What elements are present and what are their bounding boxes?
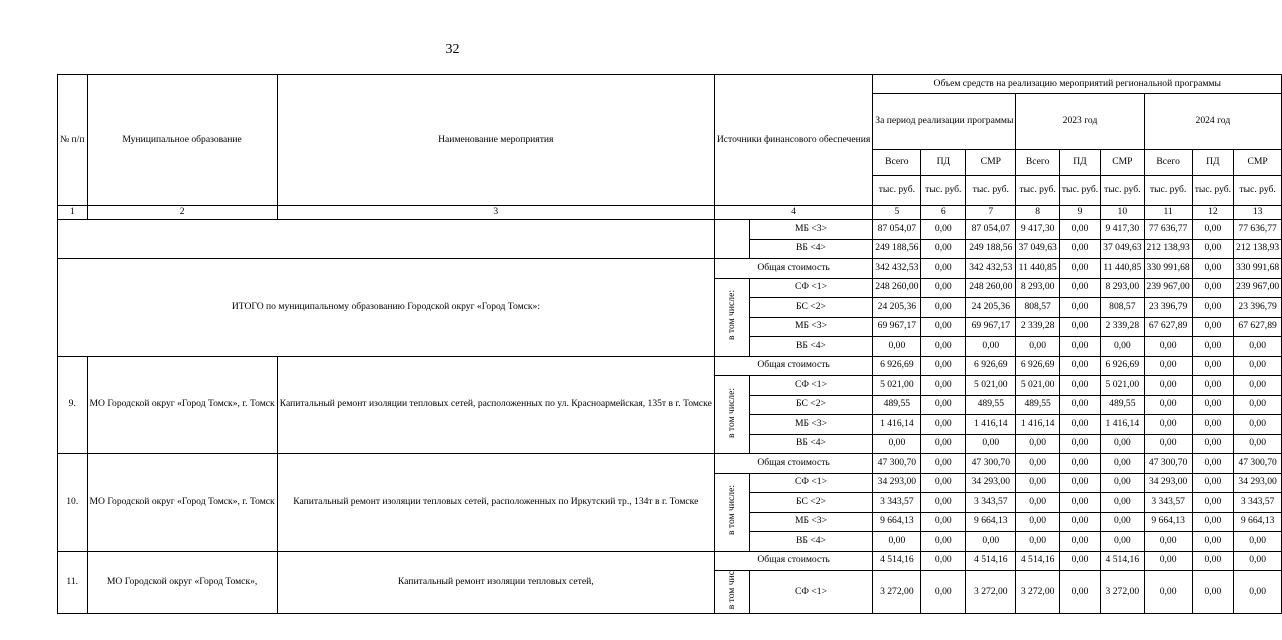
value-cell: 0,00 (1059, 356, 1100, 376)
value-cell: 0,00 (966, 532, 1016, 552)
value-cell: 3 343,57 (1144, 493, 1192, 513)
item-municipality: МО Городской округ «Город Томск», г. Томск (87, 454, 277, 552)
source-label: МБ <3> (749, 220, 873, 240)
header-period-2024: 2024 год (1144, 94, 1282, 150)
value-cell: 0,00 (1059, 532, 1100, 552)
header-no: № п/п (58, 75, 88, 206)
header-col-label: ПД (1192, 150, 1233, 176)
in-that-text: в том числе: (725, 290, 737, 341)
source-label: СФ <1> (749, 473, 873, 493)
value-cell: 0,00 (921, 220, 966, 240)
program-funding-table (57, 74, 1282, 614)
item-event: Капитальный ремонт изоляции тепловых сетей, расположенных по ул. Красноармейская, 135т в г. Томске (277, 356, 714, 454)
value-cell: 0,00 (1192, 239, 1233, 259)
value-cell: 0,00 (873, 337, 921, 357)
value-cell: 0,00 (1144, 337, 1192, 357)
header-col-number: 13 (1234, 206, 1282, 220)
value-cell: 0,00 (1192, 434, 1233, 454)
value-cell: 0,00 (921, 259, 966, 279)
value-cell: 0,00 (1234, 337, 1282, 357)
value-cell: 0,00 (1234, 395, 1282, 415)
value-cell: 0,00 (921, 395, 966, 415)
source-label: ВБ <4> (749, 434, 873, 454)
value-cell: 0,00 (1192, 220, 1233, 240)
value-cell: 489,55 (966, 395, 1016, 415)
header-col-number: 9 (1059, 206, 1100, 220)
value-cell: 87 054,07 (873, 220, 921, 240)
item-event: Капитальный ремонт изоляции тепловых сетей, (277, 551, 714, 614)
value-cell: 0,00 (921, 512, 966, 532)
header-col-label: ПД (921, 150, 966, 176)
value-cell: 0,00 (921, 376, 966, 396)
value-cell: 0,00 (921, 473, 966, 493)
value-cell: 0,00 (1192, 473, 1233, 493)
value-cell: 23 396,79 (1234, 298, 1282, 318)
value-cell: 4 514,16 (1101, 551, 1144, 571)
value-cell: 0,00 (1234, 571, 1282, 614)
value-cell: 1 416,14 (1101, 415, 1144, 435)
item-number: 11. (58, 551, 88, 614)
value-cell: 0,00 (921, 532, 966, 552)
value-cell: 0,00 (1192, 278, 1233, 298)
value-cell: 0,00 (1016, 434, 1059, 454)
value-cell: 0,00 (921, 337, 966, 357)
source-label: БС <2> (749, 493, 873, 513)
value-cell: 0,00 (1192, 571, 1233, 614)
in-that-text: в том чис (725, 571, 737, 610)
value-cell: 0,00 (921, 239, 966, 259)
in-that-label (714, 376, 749, 454)
page-number: 32 (445, 42, 460, 57)
header-unit: тыс. руб. (873, 176, 921, 206)
value-cell: 248 260,00 (966, 278, 1016, 298)
value-cell: 0,00 (1192, 532, 1233, 552)
value-cell: 0,00 (1059, 317, 1100, 337)
header-volume: Объем средств на реализацию мероприятий региональной программы (873, 75, 1282, 94)
header-unit: тыс. руб. (1016, 176, 1059, 206)
header-sources: Источники финансового обеспечения (714, 75, 872, 206)
value-cell: 0,00 (1059, 571, 1100, 614)
value-cell: 9 664,13 (966, 512, 1016, 532)
value-cell: 0,00 (1192, 512, 1233, 532)
header-col-number: 6 (921, 206, 966, 220)
value-cell: 239 967,00 (1144, 278, 1192, 298)
value-cell: 330 991,68 (1234, 259, 1282, 279)
value-cell: 67 627,89 (1144, 317, 1192, 337)
value-cell: 0,00 (1101, 337, 1144, 357)
header-col-number: 12 (1192, 206, 1233, 220)
value-cell: 0,00 (1101, 454, 1144, 474)
value-cell: 77 636,77 (1234, 220, 1282, 240)
header-col-label: СМР (966, 150, 1016, 176)
value-cell: 87 054,07 (966, 220, 1016, 240)
value-cell: 3 343,57 (873, 493, 921, 513)
in-that-text: в том числе: (725, 387, 737, 438)
value-cell: 0,00 (1059, 395, 1100, 415)
value-cell: 47 300,70 (1234, 454, 1282, 474)
value-cell: 0,00 (1144, 356, 1192, 376)
in-that-text: в том числе: (725, 485, 737, 536)
value-cell: 0,00 (921, 551, 966, 571)
value-cell: 0,00 (1144, 532, 1192, 552)
header-col-number: 4 (714, 206, 872, 220)
value-cell: 0,00 (1059, 493, 1100, 513)
header-col-label: Всего (1016, 150, 1059, 176)
value-cell: 37 049,63 (1016, 239, 1059, 259)
value-cell: 0,00 (1059, 337, 1100, 357)
header-unit: тыс. руб. (1234, 176, 1282, 206)
value-cell: 77 636,77 (1144, 220, 1192, 240)
value-cell: 0,00 (921, 356, 966, 376)
value-cell: 489,55 (873, 395, 921, 415)
header-unit: тыс. руб. (1192, 176, 1233, 206)
header-event-name: Наименование мероприятия (277, 75, 714, 206)
in-that-label (714, 278, 749, 356)
value-cell: 0,00 (1144, 376, 1192, 396)
continued-subhead-cell (714, 220, 749, 259)
value-cell: 249 188,56 (873, 239, 921, 259)
value-cell: 6 926,69 (1016, 356, 1059, 376)
value-cell: 11 440,85 (1016, 259, 1059, 279)
value-cell: 9 417,30 (1101, 220, 1144, 240)
value-cell: 0,00 (1101, 532, 1144, 552)
source-label: ВБ <4> (749, 532, 873, 552)
value-cell: 808,57 (1101, 298, 1144, 318)
header-col-number: 11 (1144, 206, 1192, 220)
header-col-number: 1 (58, 206, 88, 220)
item-municipality: МО Городской округ «Город Томск», (87, 551, 277, 614)
value-cell: 808,57 (1016, 298, 1059, 318)
value-cell: 6 926,69 (1101, 356, 1144, 376)
table-row (58, 356, 1282, 376)
header-col-number: 10 (1101, 206, 1144, 220)
value-cell: 1 416,14 (1016, 415, 1059, 435)
value-cell: 212 138,93 (1234, 239, 1282, 259)
value-cell: 0,00 (1234, 376, 1282, 396)
value-cell: 2 339,28 (1101, 317, 1144, 337)
header-unit: тыс. руб. (1101, 176, 1144, 206)
total-cost-label: Общая стоимость (714, 259, 872, 279)
value-cell: 0,00 (1059, 239, 1100, 259)
value-cell: 0,00 (1016, 512, 1059, 532)
value-cell: 0,00 (1101, 493, 1144, 513)
value-cell: 0,00 (1016, 532, 1059, 552)
value-cell: 0,00 (1192, 395, 1233, 415)
value-cell: 5 021,00 (1101, 376, 1144, 396)
value-cell: 2 339,28 (1016, 317, 1059, 337)
header-col-number: 8 (1016, 206, 1059, 220)
value-cell: 4 514,16 (873, 551, 921, 571)
value-cell: 0,00 (1192, 415, 1233, 435)
value-cell: 0,00 (921, 298, 966, 318)
value-cell: 0,00 (1016, 493, 1059, 513)
value-cell: 0,00 (1234, 532, 1282, 552)
source-label: БС <2> (749, 298, 873, 318)
value-cell: 330 991,68 (1144, 259, 1192, 279)
value-cell: 47 300,70 (966, 454, 1016, 474)
value-cell: 0,00 (1059, 298, 1100, 318)
source-label: СФ <1> (749, 376, 873, 396)
value-cell: 5 021,00 (966, 376, 1016, 396)
value-cell: 0,00 (966, 337, 1016, 357)
in-that-label (714, 473, 749, 551)
value-cell: 0,00 (1192, 454, 1233, 474)
value-cell: 0,00 (1101, 512, 1144, 532)
value-cell: 3 272,00 (873, 571, 921, 614)
value-cell: 0,00 (1192, 298, 1233, 318)
header-col-label: Всего (1144, 150, 1192, 176)
total-title: ИТОГО по муниципальному образованию Городской округ «Город Томск»: (58, 259, 715, 357)
value-cell: 0,00 (1144, 415, 1192, 435)
value-cell: 1 416,14 (966, 415, 1016, 435)
header-unit: тыс. руб. (1144, 176, 1192, 206)
value-cell: 23 396,79 (1144, 298, 1192, 318)
source-label: МБ <3> (749, 512, 873, 532)
value-cell: 0,00 (1144, 395, 1192, 415)
value-cell: 0,00 (873, 532, 921, 552)
value-cell: 0,00 (1059, 415, 1100, 435)
table-row (58, 454, 1282, 474)
source-label: ВБ <4> (749, 239, 873, 259)
value-cell: 489,55 (1016, 395, 1059, 415)
value-cell: 8 293,00 (1101, 278, 1144, 298)
header-period-total: За период реализации программы (873, 94, 1016, 150)
value-cell: 0,00 (1016, 454, 1059, 474)
value-cell: 24 205,36 (966, 298, 1016, 318)
value-cell: 9 664,13 (1144, 512, 1192, 532)
item-event: Капитальный ремонт изоляции тепловых сетей, расположенных по Иркутский тр., 134т в г. Томске (277, 454, 714, 552)
value-cell: 24 205,36 (873, 298, 921, 318)
value-cell: 9 664,13 (873, 512, 921, 532)
value-cell: 0,00 (1144, 551, 1192, 571)
continued-blank-cell (58, 220, 715, 259)
value-cell: 0,00 (1016, 473, 1059, 493)
value-cell: 0,00 (1059, 473, 1100, 493)
item-number: 9. (58, 356, 88, 454)
header-col-number: 7 (966, 206, 1016, 220)
source-label: МБ <3> (749, 317, 873, 337)
in-that-label (714, 571, 749, 614)
value-cell: 0,00 (1192, 337, 1233, 357)
value-cell: 0,00 (1016, 337, 1059, 357)
value-cell: 0,00 (921, 415, 966, 435)
value-cell: 8 293,00 (1016, 278, 1059, 298)
header-col-label: Всего (873, 150, 921, 176)
value-cell: 1 416,14 (873, 415, 921, 435)
value-cell: 37 049,63 (1101, 239, 1144, 259)
item-number: 10. (58, 454, 88, 552)
header-col-label: ПД (1059, 150, 1100, 176)
source-label: СФ <1> (749, 278, 873, 298)
total-cost-label: Общая стоимость (714, 454, 872, 474)
value-cell: 0,00 (1059, 434, 1100, 454)
value-cell: 34 293,00 (873, 473, 921, 493)
value-cell: 34 293,00 (1234, 473, 1282, 493)
value-cell: 0,00 (966, 434, 1016, 454)
header-col-number: 3 (277, 206, 714, 220)
value-cell: 0,00 (1059, 220, 1100, 240)
value-cell: 0,00 (1192, 259, 1233, 279)
value-cell: 0,00 (1101, 434, 1144, 454)
value-cell: 249 188,56 (966, 239, 1016, 259)
value-cell: 3 272,00 (1016, 571, 1059, 614)
value-cell: 0,00 (1059, 278, 1100, 298)
value-cell: 342 432,53 (873, 259, 921, 279)
value-cell: 0,00 (921, 454, 966, 474)
value-cell: 3 343,57 (1234, 493, 1282, 513)
value-cell: 0,00 (921, 434, 966, 454)
header-period-2023: 2023 год (1016, 94, 1144, 150)
value-cell: 0,00 (1234, 551, 1282, 571)
value-cell: 0,00 (921, 493, 966, 513)
header-col-number: 5 (873, 206, 921, 220)
source-label: ВБ <4> (749, 337, 873, 357)
header-col-number: 2 (87, 206, 277, 220)
source-label: СФ <1> (749, 571, 873, 614)
value-cell: 9 417,30 (1016, 220, 1059, 240)
value-cell: 0,00 (1234, 434, 1282, 454)
value-cell: 47 300,70 (1144, 454, 1192, 474)
value-cell: 5 021,00 (1016, 376, 1059, 396)
item-municipality: МО Городской округ «Город Томск», г. Томск (87, 356, 277, 454)
value-cell: 0,00 (873, 434, 921, 454)
value-cell: 0,00 (1192, 493, 1233, 513)
value-cell: 0,00 (1059, 454, 1100, 474)
value-cell: 0,00 (1059, 376, 1100, 396)
value-cell: 9 664,13 (1234, 512, 1282, 532)
table-row (58, 551, 1282, 571)
source-label: МБ <3> (749, 415, 873, 435)
value-cell: 0,00 (1234, 415, 1282, 435)
value-cell: 0,00 (1192, 356, 1233, 376)
value-cell: 0,00 (1144, 434, 1192, 454)
value-cell: 0,00 (1059, 259, 1100, 279)
value-cell: 0,00 (1192, 376, 1233, 396)
source-label: БС <2> (749, 395, 873, 415)
header-col-label: СМР (1101, 150, 1144, 176)
value-cell: 67 627,89 (1234, 317, 1282, 337)
value-cell: 4 514,16 (1016, 551, 1059, 571)
header-unit: тыс. руб. (1059, 176, 1100, 206)
value-cell: 3 272,00 (1101, 571, 1144, 614)
header-col-label: СМР (1234, 150, 1282, 176)
value-cell: 69 967,17 (873, 317, 921, 337)
total-cost-label: Общая стоимость (714, 551, 872, 571)
value-cell: 0,00 (1192, 317, 1233, 337)
value-cell: 0,00 (921, 317, 966, 337)
value-cell: 212 138,93 (1144, 239, 1192, 259)
value-cell: 0,00 (1059, 551, 1100, 571)
value-cell: 248 260,00 (873, 278, 921, 298)
value-cell: 0,00 (1144, 571, 1192, 614)
table-row (58, 220, 1282, 240)
value-cell: 3 272,00 (966, 571, 1016, 614)
header-unit: тыс. руб. (921, 176, 966, 206)
value-cell: 5 021,00 (873, 376, 921, 396)
value-cell: 0,00 (921, 571, 966, 614)
value-cell: 239 967,00 (1234, 278, 1282, 298)
header-municipality: Муниципальное образование (87, 75, 277, 206)
value-cell: 11 440,85 (1101, 259, 1144, 279)
value-cell: 0,00 (1059, 512, 1100, 532)
value-cell: 3 343,57 (966, 493, 1016, 513)
total-cost-label: Общая стоимость (714, 356, 872, 376)
value-cell: 0,00 (1234, 356, 1282, 376)
value-cell: 69 967,17 (966, 317, 1016, 337)
table-row (58, 259, 1282, 279)
value-cell: 0,00 (1192, 551, 1233, 571)
value-cell: 47 300,70 (873, 454, 921, 474)
value-cell: 6 926,69 (873, 356, 921, 376)
value-cell: 4 514,16 (966, 551, 1016, 571)
value-cell: 0,00 (1101, 473, 1144, 493)
value-cell: 0,00 (921, 278, 966, 298)
header-unit: тыс. руб. (966, 176, 1016, 206)
value-cell: 34 293,00 (1144, 473, 1192, 493)
value-cell: 342 432,53 (966, 259, 1016, 279)
value-cell: 34 293,00 (966, 473, 1016, 493)
value-cell: 6 926,69 (966, 356, 1016, 376)
value-cell: 489,55 (1101, 395, 1144, 415)
